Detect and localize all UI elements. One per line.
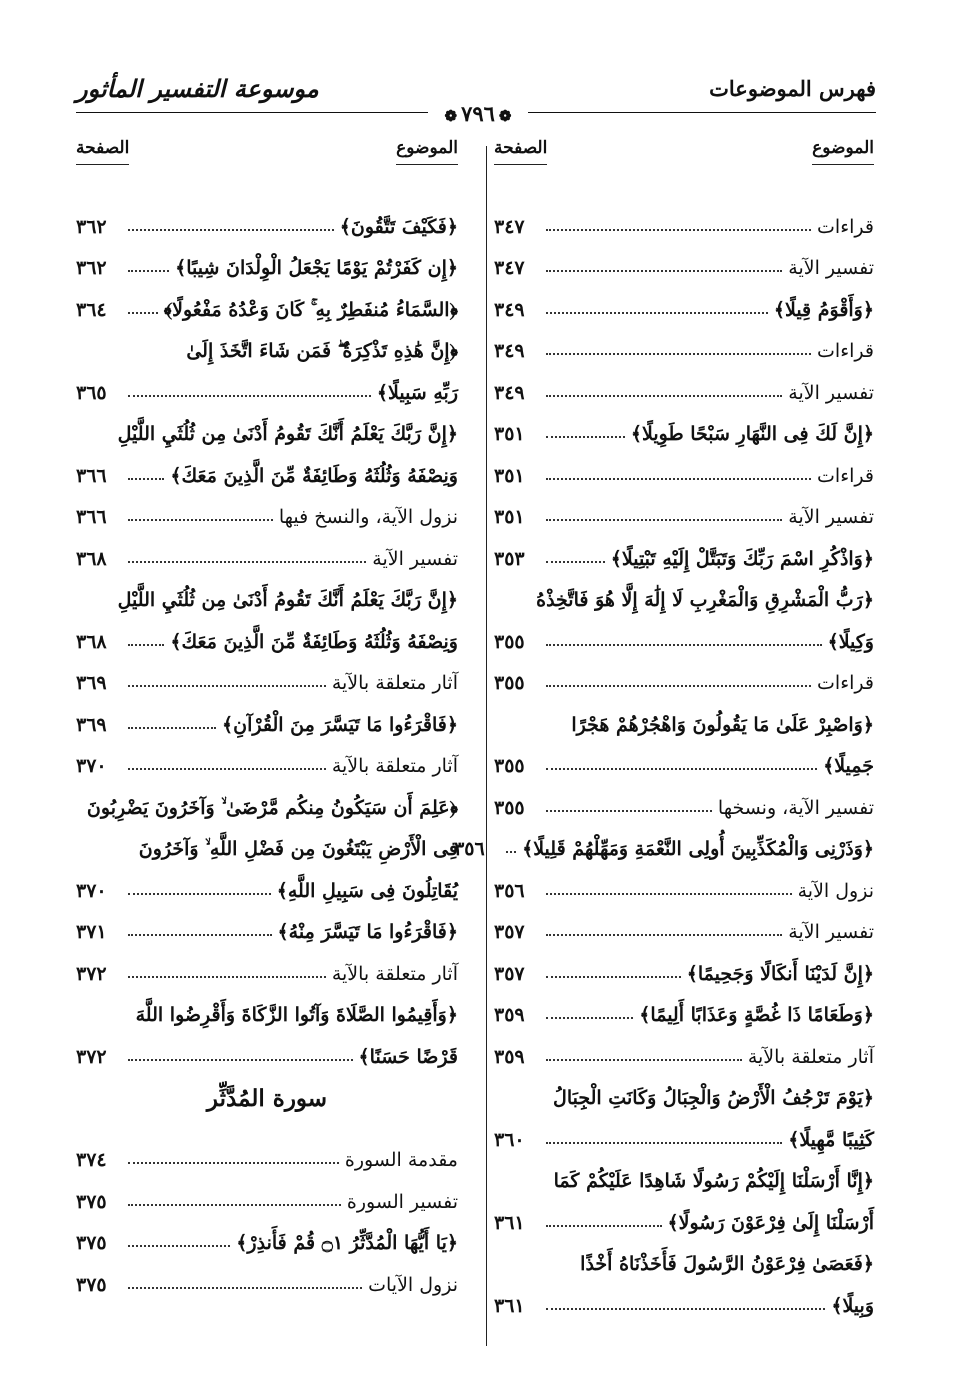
page-ref: ٣٤٧ <box>494 257 525 279</box>
surah-heading: سورة المُدَّثِّر <box>206 1085 328 1112</box>
index-entry <box>76 653 458 695</box>
index-entry <box>76 404 458 446</box>
page-ref: ٣٦٩ <box>76 713 107 736</box>
page-number-value: ٧٩٦ <box>461 101 495 126</box>
topic-text: آثار متعلقة بالآية <box>747 1045 874 1068</box>
verse-text: ﴿وَاذْكُرِ اسْمَ رَبِّكَ وَتَبَتَّلْ إِلَيْهِ تَبْتِيلًا﴾ <box>610 547 874 570</box>
leader-dots <box>546 353 811 355</box>
index-entry <box>76 1254 458 1296</box>
index-entry <box>454 819 874 861</box>
page-ref: ٣٦٩ <box>76 672 107 694</box>
page-ref: ٣٥٣ <box>494 547 525 570</box>
leader-dots <box>128 685 326 687</box>
leader-dots <box>128 934 272 936</box>
leader-dots <box>546 312 768 314</box>
page-ref: ٣٥٩ <box>494 1045 525 1068</box>
index-entry <box>76 902 458 944</box>
verse-text: ﴿وَاصْبِرْ عَلَىٰ مَا يَقُولُونَ وَاهْجُرْهُمْ هَجْرًا <box>571 713 874 736</box>
leader-dots <box>128 768 326 770</box>
leader-dots <box>128 561 366 563</box>
verse-text: ﴿إِنَّ رَبَّكَ يَعْلَمُ أَنَّكَ تَقُومُ أَدْنَىٰ مِن ثُلُثَيِ اللَّيْلِ <box>117 423 458 445</box>
left-column <box>76 138 458 1296</box>
index-entry <box>76 943 458 985</box>
verse-text: ﴿رَبُّ الْمَشْرِقِ وَالْمَغْرِبِ لَا إِلَٰهَ إِلَّا هُوَ فَاتَّخِذْهُ <box>536 589 874 611</box>
verse-text: ﴿إِن كَفَرْتُمْ يَوْمًا يَجْعَلُ الْوِلْدَانَ شِيبًا﴾ <box>175 257 458 279</box>
verse-text: كَثِيبًا مَّهِيلًا﴾ <box>788 1128 874 1151</box>
page-ref: ٣٥١ <box>494 464 525 487</box>
page-ref: ٣٦٢ <box>76 215 107 238</box>
leader-dots <box>546 893 792 895</box>
index-entry <box>494 487 874 529</box>
page-ref: ٣٥٩ <box>494 1004 525 1026</box>
page-number <box>428 101 528 125</box>
leader-dots <box>128 893 271 895</box>
index-entry <box>76 279 458 321</box>
verse-text: ﴿فَعَصَىٰ فِرْعَوْنُ الرَّسُولَ فَأَخَذْنَاهُ أَخْذًا <box>580 1253 874 1275</box>
page-ref: ٣٥٧ <box>494 921 525 943</box>
leader-dots <box>128 478 164 480</box>
page-ref: ٣٧٠ <box>76 879 107 902</box>
leader-dots <box>546 1308 825 1310</box>
page-ref: ٣٦٦ <box>76 506 107 528</box>
leader-dots <box>128 1162 339 1164</box>
verse-text: وَنِصْفَهُ وَثُلُثَهُ وَطَائِفَةٌ مِّنَ الَّذِينَ مَعَكَ﴾ <box>170 464 458 487</box>
verse-text: ﴿وَذَرْنِى وَالْمُكَذِّبِينَ أُولِى النَّعْمَةِ وَمَهِّلْهُمْ قَلِيلًا﴾ <box>522 838 874 860</box>
index-entry <box>76 238 458 280</box>
index-entry <box>494 736 874 778</box>
page-ref: ٣٦٢ <box>76 257 107 279</box>
page-ref: ٣٧٥ <box>76 1190 107 1213</box>
leader-dots <box>546 561 605 563</box>
leader-dots <box>546 1142 782 1144</box>
ornament-icon: ❁ <box>444 107 458 125</box>
leader-dots <box>128 976 326 978</box>
topic-header: الموضوع <box>396 138 458 165</box>
verse-text: ﴿وَأَقْوَمُ قِيلًا﴾ <box>773 298 874 321</box>
index-entry <box>76 1130 458 1172</box>
index-entry <box>494 404 874 446</box>
index-entry <box>494 1192 874 1234</box>
verse-text: ﴿فَاقْرَءُوا مَا تَيَسَّرَ مِنَ الْقُرْآنِ﴾ <box>221 713 458 736</box>
index-entry <box>494 1275 874 1317</box>
leader-dots <box>128 519 273 521</box>
page-ref: ٣٧٥ <box>76 1232 107 1254</box>
column-header <box>494 138 874 182</box>
page-ref: ٣٦٨ <box>76 547 107 570</box>
page-ref: ٣٥٦ <box>494 879 525 902</box>
ornament-icon: ❁ <box>498 107 512 125</box>
verse-text: رَبِّهِ سَبِيلًا﴾ <box>376 381 458 404</box>
verse-text: ﴿فَاقْرَءُوا مَا تَيَسَّرَ مِنْهُ﴾ <box>277 921 458 943</box>
page-ref: ٣٤٩ <box>494 298 525 321</box>
page-ref: ٣٧٤ <box>76 1149 107 1171</box>
verse-text: ﴿إِنَّ هَٰذِهِ تَذْكِرَةٌ ۖ فَمَن شَاءَ اتَّخَذَ إِلَىٰ <box>186 340 458 362</box>
leader-dots <box>128 229 334 231</box>
page-ref: ٣٥١ <box>494 423 525 445</box>
leader-dots <box>546 229 811 231</box>
right-column <box>454 138 874 1317</box>
index-entry <box>494 196 874 238</box>
leader-dots <box>128 395 371 397</box>
index-entry <box>76 1171 458 1213</box>
index-entry <box>76 570 458 612</box>
page-ref: ٣٦٦ <box>76 464 107 487</box>
page-ref: ٣٤٧ <box>494 215 525 238</box>
verse-text: ﴿فَكَيْفَ تَتَّقُونَ﴾ <box>339 215 458 238</box>
index-entry <box>76 528 458 570</box>
leader-dots <box>546 768 817 770</box>
verse-text: يُقَاتِلُونَ فِى سَبِيلِ اللَّهِ﴾ <box>276 879 458 902</box>
index-entry <box>76 196 458 238</box>
leader-dots <box>128 312 158 314</box>
index-entry <box>494 1026 874 1068</box>
topic-text: تفسير الآية <box>788 506 874 528</box>
leader-dots <box>546 810 712 812</box>
topic-text: آثار متعلقة بالآية <box>331 672 458 694</box>
topic-text: نزول الآية، والنسخ فيها <box>278 506 458 528</box>
topic-text: نزول الآيات <box>368 1273 458 1296</box>
index-entry <box>76 1026 458 1068</box>
topic-text: قراءات <box>817 464 874 487</box>
leader-dots <box>546 436 625 438</box>
verse-text: فِى الْأَرْضِ يَبْتَغُونَ مِن فَضْلِ اللَّهِ ۙ وَآخَرُونَ <box>138 838 458 860</box>
index-entry <box>494 1234 874 1276</box>
index-entry <box>494 238 874 280</box>
verse-text: ﴿إِنَّا أَرْسَلْنَا إِلَيْكُمْ رَسُولًا شَاهِدًا عَلَيْكُمْ كَمَا <box>553 1170 874 1192</box>
page-ref: ٣٦٨ <box>76 630 107 653</box>
page-ref: ٣٥١ <box>494 506 525 528</box>
index-entry <box>76 985 458 1027</box>
verse-text: أَرْسَلْنَا إِلَىٰ فِرْعَوْنَ رَسُولًا﴾ <box>667 1211 874 1234</box>
verse-text: ﴿يَوْمَ تَرْجُفُ الْأَرْضُ وَالْجِبَالُ وَكَانَتِ الْجِبَالُ <box>553 1087 874 1109</box>
index-entry <box>494 1068 874 1110</box>
leader-dots <box>546 519 782 521</box>
leader-dots <box>546 685 811 687</box>
verse-text: جَمِيلًا﴾ <box>823 755 874 777</box>
leader-dots <box>128 1287 362 1289</box>
verse-text: ﴿السَّمَاءُ مُنفَطِرٌ بِهِ ۚ كَانَ وَعْدُهُ مَفْعُولًا﴾ <box>163 298 458 321</box>
verse-text: ﴿وَأَقِيمُوا الصَّلَاةَ وَآتُوا الزَّكَاةَ وَأَقْرِضُوا اللَّهَ <box>135 1004 458 1026</box>
index-entry <box>76 362 458 404</box>
topic-text: قراءات <box>817 340 874 362</box>
column-header <box>76 138 458 182</box>
page-header: الصفحة <box>76 138 129 165</box>
index-entry <box>494 1151 874 1193</box>
topic-text: تفسير الآية <box>788 257 874 279</box>
index-entry <box>494 985 874 1027</box>
leader-dots <box>128 727 216 729</box>
topic-text: مقدمة السورة <box>344 1149 458 1171</box>
verse-text: ﴿إِنَّ لَكَ فِى النَّهَارِ سَبْحًا طَوِيلًا﴾ <box>630 423 874 445</box>
topic-text: قراءات <box>817 215 874 238</box>
page-ref: ٣٤٩ <box>494 381 525 404</box>
topic-text: قراءات <box>817 672 874 694</box>
page-ref: ٣٦١ <box>494 1211 525 1234</box>
leader-dots <box>546 395 782 397</box>
verse-text: وَكِيلًا﴾ <box>827 630 874 653</box>
index-entry <box>76 487 458 529</box>
leader-dots <box>546 934 782 936</box>
index-entry <box>494 653 874 695</box>
leader-dots <box>128 644 164 646</box>
topic-text: تفسير الآية <box>788 921 874 943</box>
index-entry <box>494 694 874 736</box>
page-header: الصفحة <box>494 138 547 165</box>
page-ref: ٣٦٤ <box>76 298 107 321</box>
left-entries-top <box>76 196 458 1068</box>
verse-text: ﴿إِنَّ لَدَيْنَا أَنكَالًا وَجَحِيمًا﴾ <box>686 962 874 985</box>
verse-text: ﴿عَلِمَ أَن سَيَكُونُ مِنكُم مَّرْضَىٰ ۙ وَآخَرُونَ يَضْرِبُونَ <box>86 796 458 819</box>
leader-dots <box>546 1225 662 1227</box>
page-ref: ٣٥٦ <box>454 838 485 860</box>
page-ref: ٣٦٠ <box>494 1128 525 1151</box>
index-entry <box>76 321 458 363</box>
leader-dots <box>506 851 516 853</box>
leader-dots <box>546 976 681 978</box>
index-entry <box>494 570 874 612</box>
topic-header: الموضوع <box>812 138 874 165</box>
index-entry <box>76 860 458 902</box>
leader-dots <box>546 644 822 646</box>
topic-text: آثار متعلقة بالآية <box>331 755 458 777</box>
index-entry <box>76 445 458 487</box>
page-ref: ٣٤٩ <box>494 340 525 362</box>
leader-dots <box>546 478 811 480</box>
book-title-logo: موسوعة التفسير المأثور <box>76 73 319 103</box>
index-entry <box>76 736 458 778</box>
index-entry <box>494 528 874 570</box>
index-entry <box>494 445 874 487</box>
page-ref: ٣٧٢ <box>76 962 107 985</box>
leader-dots <box>128 1245 230 1247</box>
index-entry <box>494 362 874 404</box>
topic-text: آثار متعلقة بالآية <box>331 962 458 985</box>
page-ref: ٣٧٥ <box>76 1273 107 1296</box>
index-entry <box>494 321 874 363</box>
page-ref: ٣٧١ <box>76 921 107 943</box>
verse-text: ﴿إِنَّ رَبَّكَ يَعْلَمُ أَنَّكَ تَقُومُ أَدْنَىٰ مِن ثُلُثَيِ اللَّيْلِ <box>117 589 458 611</box>
leader-dots <box>546 1059 742 1061</box>
topic-text: تفسير الآية <box>788 381 874 404</box>
index-entry <box>76 1213 458 1255</box>
verse-text: وَنِصْفَهُ وَثُلُثَهُ وَطَائِفَةٌ مِّنَ الَّذِينَ مَعَكَ﴾ <box>170 630 458 653</box>
index-entry <box>494 279 874 321</box>
index-entry <box>494 1109 874 1151</box>
leader-dots <box>128 270 169 272</box>
leader-dots <box>128 1204 341 1206</box>
leader-dots <box>546 270 782 272</box>
index-entry <box>494 943 874 985</box>
index-entry <box>76 819 458 861</box>
topic-text: تفسير الآية <box>372 547 458 570</box>
page-ref: ٣٥٥ <box>494 672 525 694</box>
verse-text: قَرْضًا حَسَنًا﴾ <box>358 1045 458 1068</box>
topic-text: نزول الآية <box>797 879 874 902</box>
index-entry <box>494 611 874 653</box>
page-ref: ٣٥٧ <box>494 962 525 985</box>
column-divider <box>486 146 487 1346</box>
right-entries <box>454 196 874 1317</box>
left-entries-bottom <box>76 1130 458 1296</box>
topic-text: تفسير السورة <box>346 1190 458 1213</box>
page-ref: ٣٥٥ <box>494 630 525 653</box>
page-ref: ٣٦١ <box>494 1294 525 1317</box>
page-ref: ٣٧٢ <box>76 1045 107 1068</box>
page-ref: ٣٦٥ <box>76 381 107 404</box>
index-entry <box>76 694 458 736</box>
index-entry <box>76 777 458 819</box>
section-title: فهرس الموضوعات <box>709 75 876 101</box>
index-entry <box>494 860 874 902</box>
leader-dots <box>546 1017 633 1019</box>
topic-text: تفسير الآية، ونسخها <box>717 796 874 819</box>
page-ref: ٣٧٠ <box>76 755 107 777</box>
page-ref: ٣٥٥ <box>494 755 525 777</box>
index-entry <box>494 902 874 944</box>
page-ref: ٣٥٥ <box>494 796 525 819</box>
verse-text: ﴿وَطَعَامًا ذَا غُصَّةٍ وَعَذَابًا أَلِيمًا﴾ <box>639 1004 874 1026</box>
index-entry <box>76 611 458 653</box>
verse-text: ﴿يَا أَيُّهَا الْمُدَّثِّرُ ۝١ قُمْ فَأَنذِرْ﴾ <box>236 1232 458 1254</box>
index-entry <box>494 777 874 819</box>
verse-text: وَبِيلًا﴾ <box>831 1294 874 1317</box>
leader-dots <box>128 1059 353 1061</box>
